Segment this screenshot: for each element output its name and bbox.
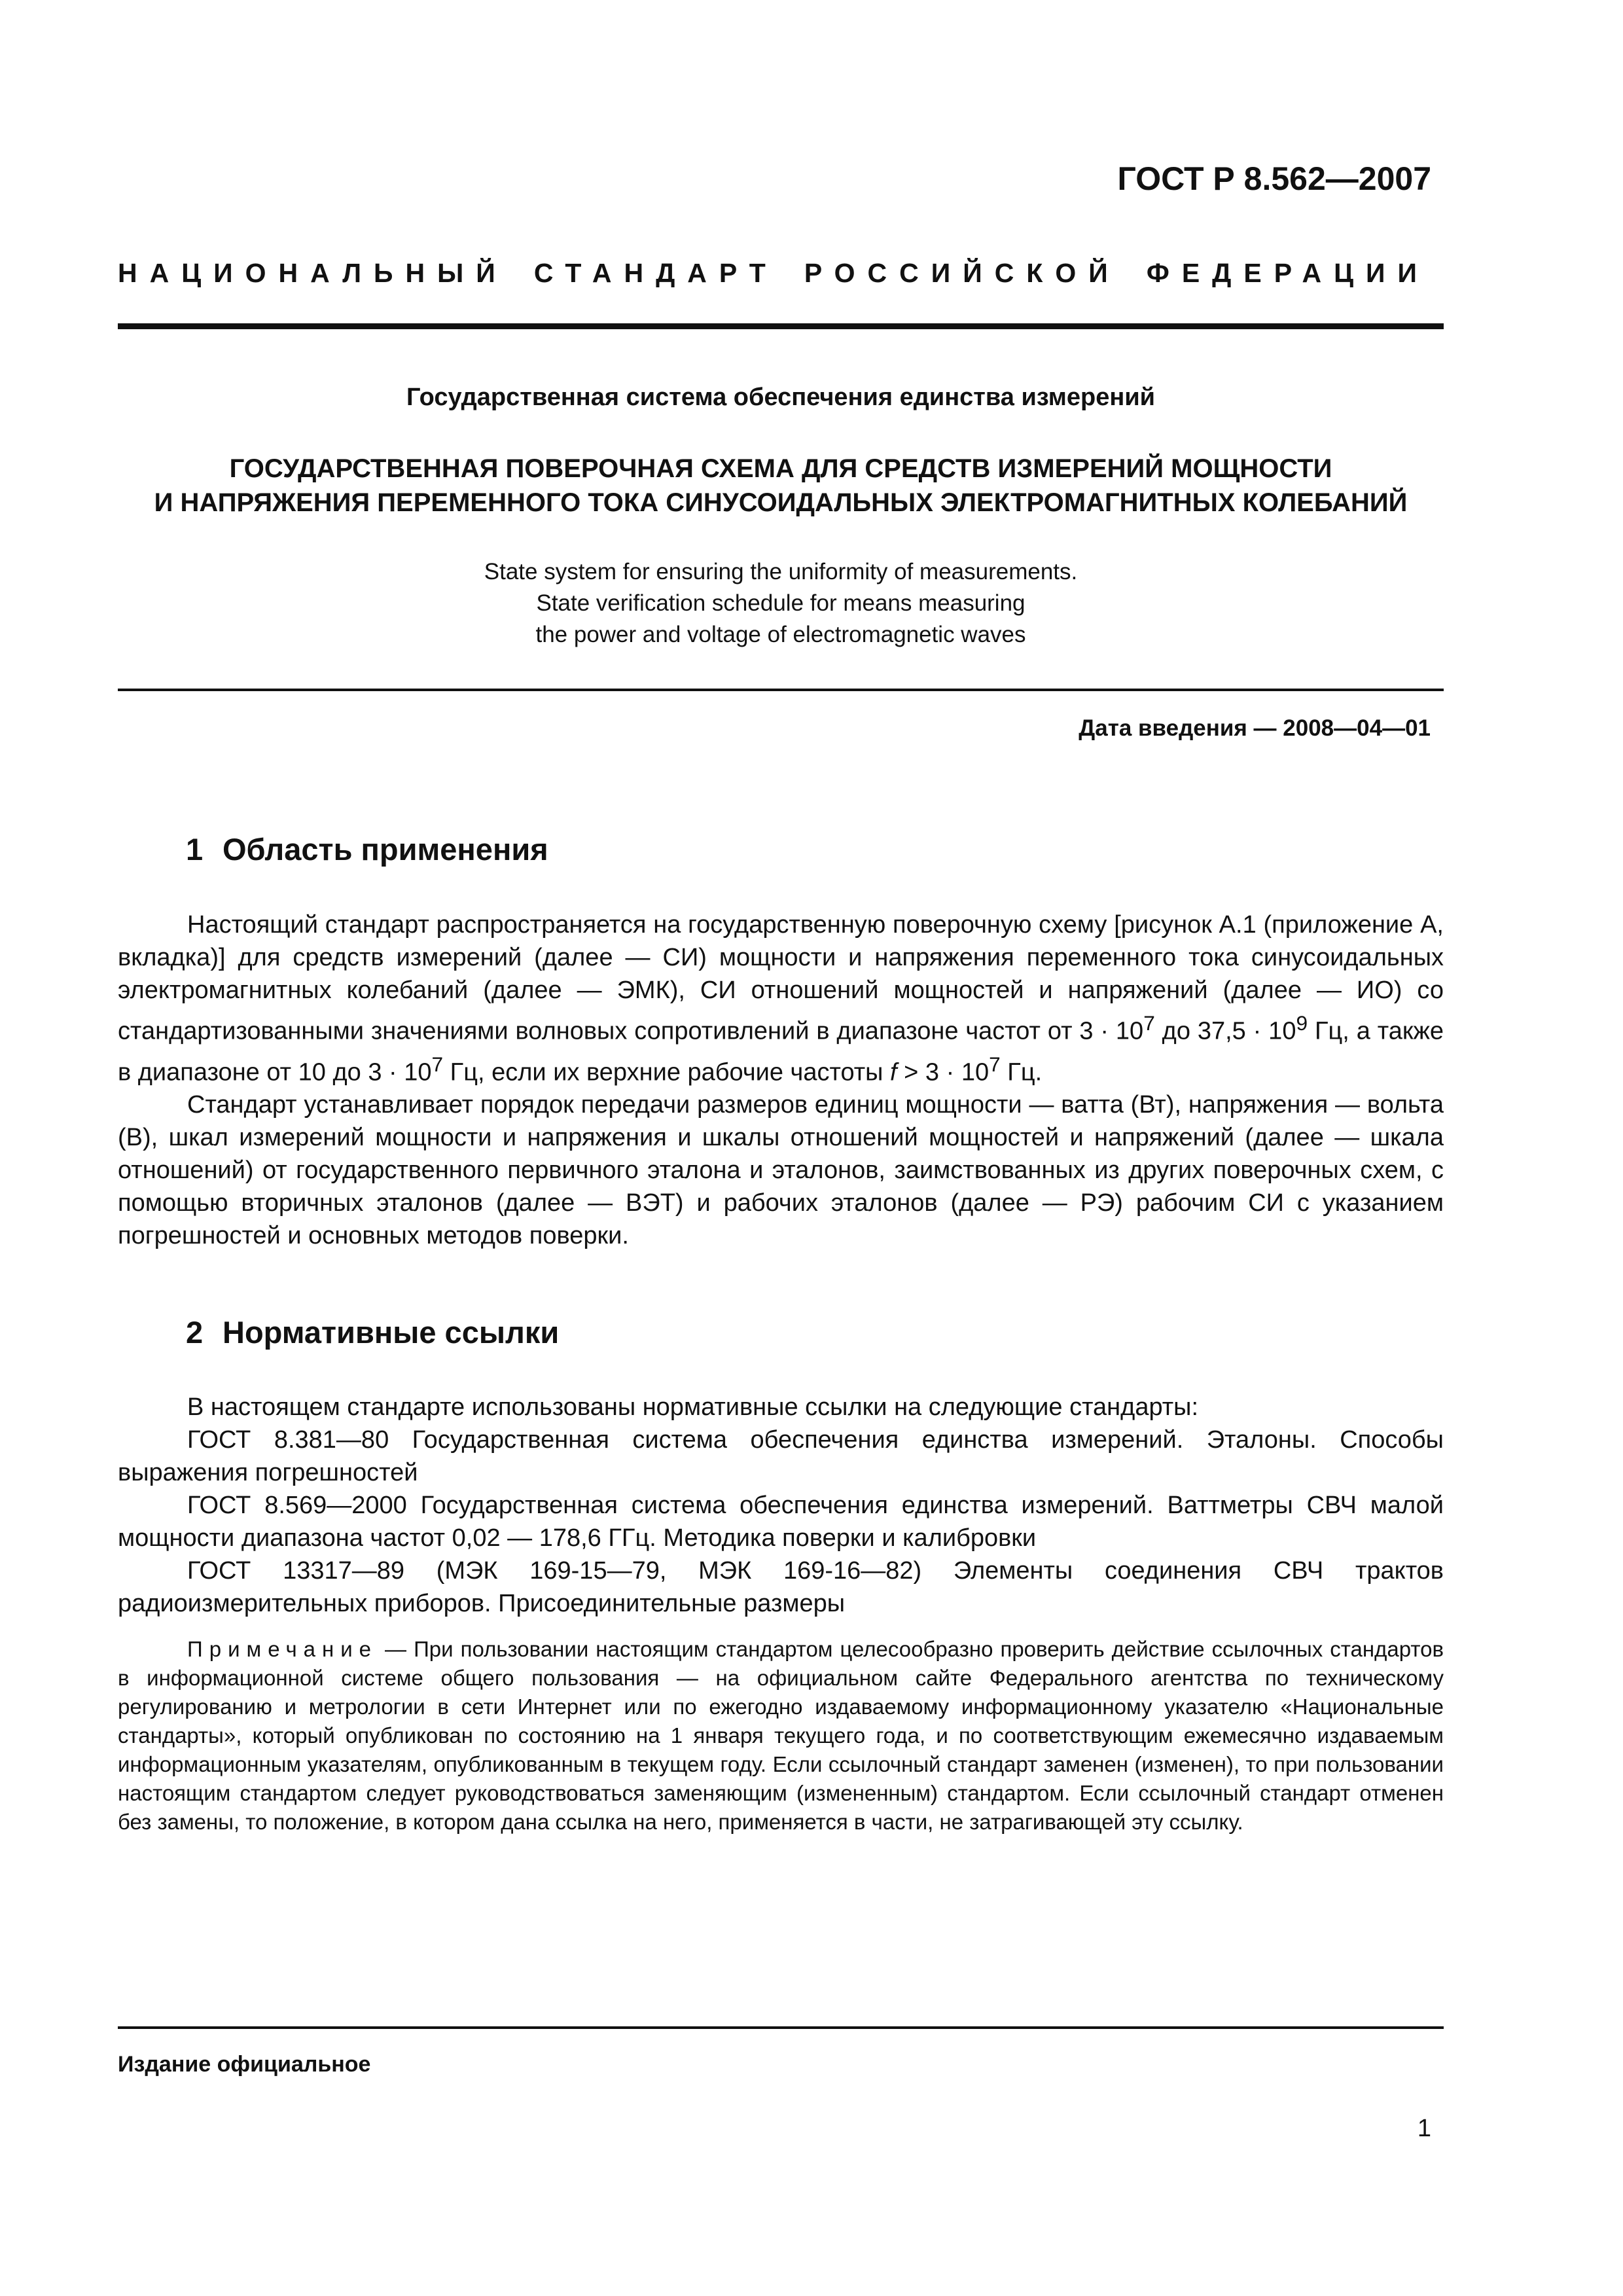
page-number: 1 (1417, 2115, 1431, 2142)
english-title (118, 556, 1444, 651)
section-scope-body (118, 908, 1444, 1252)
english-title-line: the power and voltage of electromagnetic waves (535, 622, 1026, 647)
english-title-line: State verification schedule for means measuring (536, 590, 1026, 616)
banner-word: НАЦИОНАЛЬНЫЙ (118, 258, 508, 288)
section-number: 2 (186, 1315, 204, 1350)
note-label: Примечание (187, 1637, 378, 1661)
system-title: Государственная система обеспечения единства измерений (406, 384, 1156, 411)
main-title-line: ГОСУДАРСТВЕННАЯ ПОВЕРОЧНАЯ СХЕМА ДЛЯ СРЕДСТВ ИЗМЕРЕНИЙ МОЩНОСТИ (229, 454, 1332, 483)
introduction-date: Дата введения — 2008—04—01 (1079, 715, 1431, 741)
banner-word: РОССИЙСКОЙ (804, 258, 1120, 288)
english-title-line: State system for ensuring the uniformity of measurements. (484, 559, 1078, 584)
note-body: — При пользовании настоящим стандартом целесообразно проверить действие ссылочных стандартов в информационной системе общего пользования — на официальном сайте Федерального агентства по техническому регулированию и метрологии в сети Интернет или по ежегодно издаваемому информационному указателю «Национальные стандарты», который опубликован по состоянию на 1 января текущего года, и по соответствующим ежемесячно издаваемым информационным указателям, опубликованным в текущем году. Если ссылочный стандарт заменен (изменен), то при пользовании настоящим стандартом следует руководствоваться заменяющим (измененным) стандартом. Если ссылочный стандарт отменен без замены, то положение, в котором дана ссылка на него, применяется в части, не затрагивающей эту ссылку. (118, 1637, 1444, 1834)
official-edition-label: Издание официальное (118, 2052, 371, 2077)
section-number: 1 (186, 832, 204, 867)
national-standard-banner (118, 258, 1429, 289)
reference-item: ГОСТ 8.569—2000 Государственная система обеспечения единства измерений. Ваттметры СВЧ малой мощности диапазона частот 0,02 — 178,6 ГГц. Методика поверки и калибровки (118, 1492, 1444, 1552)
main-title (118, 452, 1444, 520)
footer-divider (118, 2026, 1444, 2029)
paragraph: Настоящий стандарт распространяется на государственную поверочную схему [рисунок А.1 (приложение А, вкладка)] для средств измерений (далее — СИ) мощности и напряжения переменного тока синусоидальных электромагнитных колебаний (далее — ЭМК), СИ отношений мощностей и напряжений (далее — ИО) со стандартизованными значениями волновых сопротивлений в диапазоне частот от $3 \cdot 10^7$ до $37,5 \cdot 10^9$ Гц, а также в диапазоне от 10 до $3 \cdot 10^7$ Гц, если их верхние рабочие частоты $f > 3 \cdot 10^7$ Гц. (118, 911, 1444, 1086)
paragraph: В настоящем стандарте использованы нормативные ссылки на следующие стандарты: (187, 1393, 1199, 1421)
document-number: ГОСТ Р 8.562—2007 (1117, 160, 1431, 197)
reference-item: ГОСТ 13317—89 (МЭК 169-15—79, МЭК 169-16—82) Элементы соединения СВЧ трактов радиоизмерительных приборов. Присоединительные размеры (118, 1557, 1444, 1617)
header-divider (118, 323, 1444, 329)
section-heading-scope (186, 831, 548, 867)
section-title: Область применения (223, 832, 548, 867)
title-divider (118, 689, 1444, 691)
section-references-body (118, 1391, 1444, 1620)
section-title: Нормативные ссылки (223, 1315, 560, 1350)
banner-word: СТАНДАРТ (533, 258, 778, 288)
main-title-line: И НАПРЯЖЕНИЯ ПЕРЕМЕННОГО ТОКА СИНУСОИДАЛЬНЫХ ЭЛЕКТРОМАГНИТНЫХ КОЛЕБАНИЙ (154, 488, 1408, 517)
section-heading-references (186, 1314, 559, 1350)
note (118, 1635, 1444, 1837)
paragraph: Стандарт устанавливает порядок передачи размеров единиц мощности — ватта (Вт), напряжения — вольта (В), шкал измерений мощности и напряжения и шкалы отношений мощностей и напряжений (далее — шкала отношений) от государственного первичного эталона и эталонов, заимствованных из других поверочных схем, с помощью вторичных эталонов (далее — ВЭТ) и рабочих эталонов (далее — РЭ) рабочим СИ с указанием погрешностей и основных методов поверки. (118, 1091, 1444, 1250)
reference-item: ГОСТ 8.381—80 Государственная система обеспечения единства измерений. Эталоны. Способы выражения погрешностей (118, 1426, 1444, 1486)
note-paragraph (118, 1635, 1444, 1837)
banner-word: ФЕДЕРАЦИИ (1146, 258, 1429, 288)
